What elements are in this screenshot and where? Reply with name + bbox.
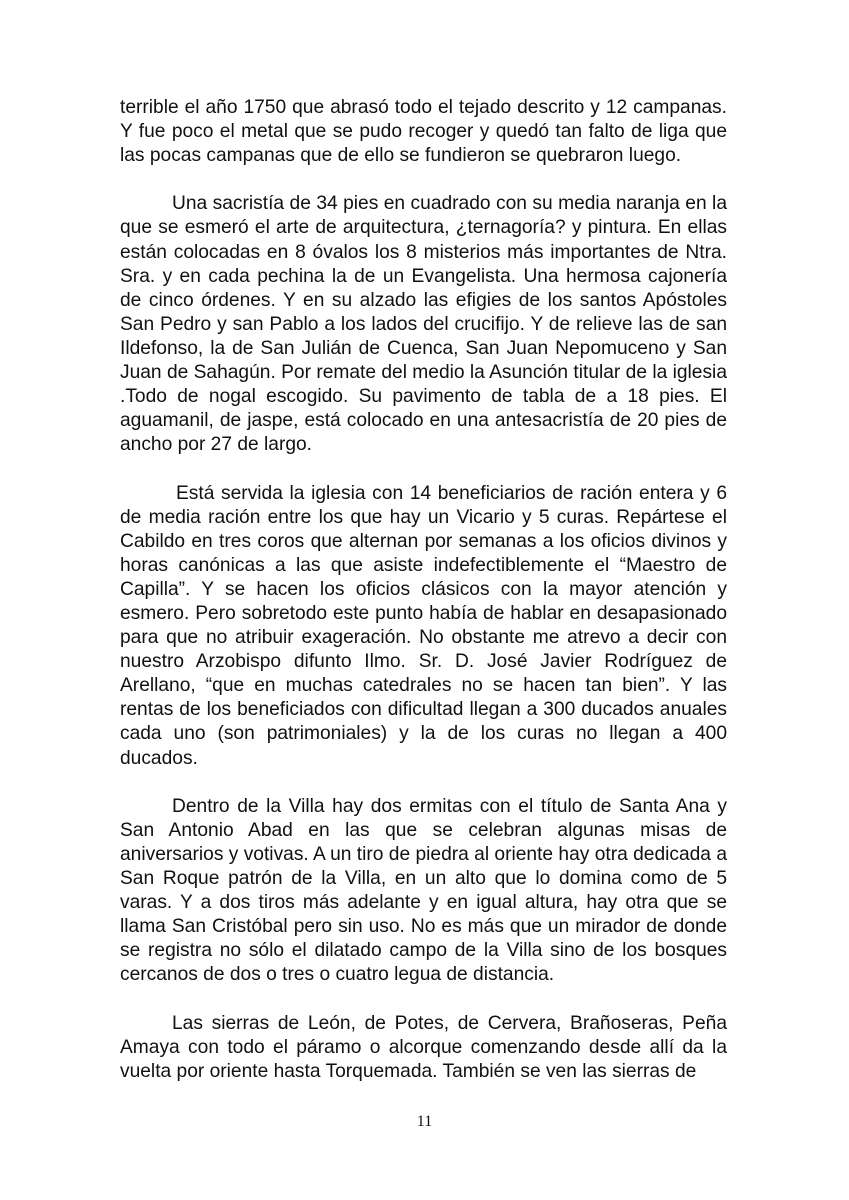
page-number: 11 bbox=[416, 1113, 433, 1130]
paragraph-1: terrible el año 1750 que abrasó todo el tejado descrito y 12 campanas. Y fue poco el metal que se pudo recoger y quedó tan falto de liga que las pocas campanas que de ello se fundieron se quebraron luego. bbox=[120, 97, 727, 167]
paragraph-2: Una sacristía de 34 pies en cuadrado con su media naranja en la que se esmeró el arte de arquitectura, ¿ternagoría? y pintura. En ellas están colocadas en 8 óvalos los 8 misterios más importantes de Ntra. Sra. y en cada pechina la de un Evangelista. Una hermosa cajonería de cinco órdenes. Y en su alzado las efigies de los santos Apóstoles San Pedro y san Pablo a los lados del crucifijo. Y de relieve las de san Ildefonso, la de San Julián de Cuenca, San Juan Nepomuceno y San Juan de Sahagún. Por remate del medio la Asunción titular de la iglesia .Todo de nogal escogido. Su pavimento de tabla de a 18 pies. El aguamanil, de jaspe, está colocado en una antesacristía de 20 pies de ancho por 27 de largo. bbox=[120, 193, 727, 456]
paragraph-3: Está servida la iglesia con 14 beneficiarios de ración entera y 6 de media ración entre los que hay un Vicario y 5 curas. Repártese el Cabildo en tres coros que alternan por semanas a los oficios divinos y horas canónicas a las que asiste indefectiblemente el “Maestro de Capilla”. Y se hacen los oficios clásicos con la mayor atención y esmero. Pero sobretodo este punto había de hablar en desapasionado para que no atribuir exageración. No obstante me atrevo a decir con nuestro Arzobispo difunto Ilmo. Sr. D. José Javier Rodríguez de Arellano, “que en muchas catedrales no se hacen tan bien”. Y las rentas de los beneficiados con dificultad llegan a 300 ducados anuales cada uno (son patrimoniales) y la de los curas no llegan a 400 ducados. bbox=[120, 482, 727, 769]
paragraph-5: Las sierras de León, de Potes, de Cervera, Brañoseras, Peña Amaya con todo el páramo o alcorque comenzando desde allí da la vuelta por oriente hasta Torquemada. También se ven las sierras de bbox=[120, 1012, 727, 1082]
document-page bbox=[120, 96, 727, 1106]
paragraph-4: Dentro de la Villa hay dos ermitas con el título de Santa Ana y San Antonio Abad en las que se celebran algunas misas de aniversarios y votivas. A un tiro de piedra al oriente hay otra dedicada a San Roque patrón de la Villa, en un alto que lo domina como de 5 varas. Y a dos tiros más adelante y en igual altura, hay otra que se llama San Cristóbal pero sin uso. No es más que un mirador de donde se registra no sólo el dilatado campo de la Villa sino de los bosques cercanos de dos o tres o cuatro legua de distancia. bbox=[120, 795, 727, 986]
